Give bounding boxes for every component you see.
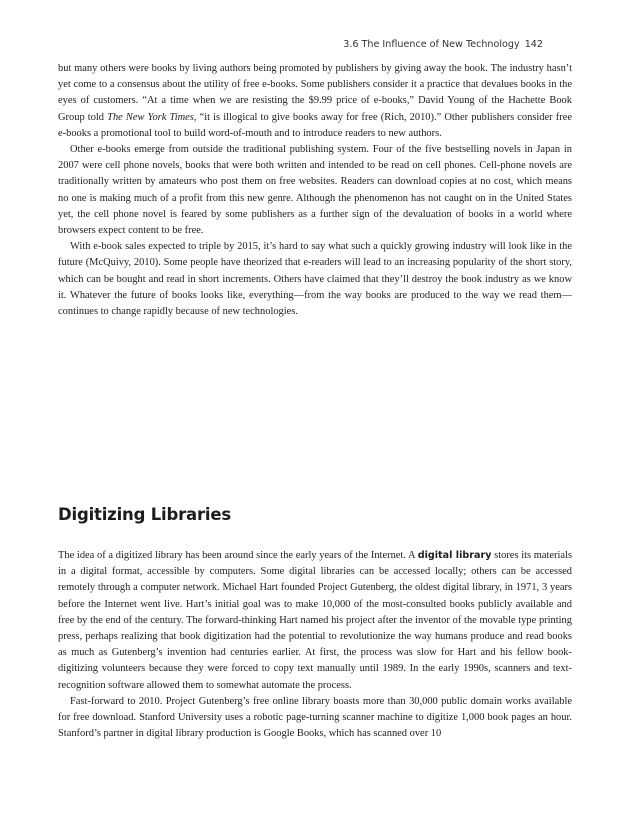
page-number: 142 xyxy=(524,39,543,50)
section-heading: Digitizing Libraries xyxy=(58,505,231,524)
paragraph: With e-book sales expected to triple by 2015, it’s hard to say what such a quickly growing industry will look like in the future (McQuivy, 2010). Some people have theorized that e-readers will lead to an increasing popularity of the short story, which can be bought and read in short increments. Others have claimed that they’ll destroy the book industry as we know it. Whatever the future of books looks like, everything—from the way books are produced to the way we read them—continues to change rapidly because of new technologies. xyxy=(58,241,572,318)
section-title: 3.6 The Influence of New Technology xyxy=(343,39,520,50)
key-term: digital library xyxy=(417,550,492,561)
paragraph: Fast-forward to 2010. Project Gutenberg’s free online library boasts more than 30,000 public domain works available for free download. Stanford University uses a robotic page-turning scanner machine to digitize 1,000 book pages an hour. Stanford’s partner in digital library production is Google Books, which has scanned over 10 xyxy=(58,695,572,740)
newspaper-title: The New York Times xyxy=(107,111,194,123)
paragraph: The idea of a digitized library has been around since the early years of the Internet. A digital library stores its materials in a digital format, accessible by computers. Some digital libraries can be accessed locally; others can be accessed remotely through a computer network. Michael Hart founded Project Gutenberg, the oldest digital library, in 1971, 3 years before the Internet went live. Hart’s initial goal was to make 10,000 of the most-consulted books publicly available and free by the end of the century. The forward-thinking Hart named his project after the inventor of the movable type printing press, perhaps realizing that book digitization had the potential to revolutionize the way humans produce and read books as much as Gutenberg’s invention had centuries earlier. At first, the process was slow for Hart and his fellow book-digitizing volunteers because they were forced to copy text manually until 1989. In the early 1990s, scanners and text-recognition software allowed them to somewhat automate the process. xyxy=(58,550,573,691)
section-text-block xyxy=(58,548,572,742)
top-text-block xyxy=(58,61,572,320)
paragraph: but many others were books by living authors being promoted by publishers by giving away the book. The industry hasn’t yet come to a consensus about the utility of free e-books. Some publishers consider it a practice that devalues books in the eyes of customers. “At a time when we are resisting the $9.99 price of e-books,” David Young of the Hachette Book Group told The New York Times, “it is illogical to give books away for free (Rich, 2010).” Other publishers consider free e-books a promotional tool to build word-of-mouth and to introduce readers to new authors. xyxy=(58,63,572,139)
running-header xyxy=(343,39,543,50)
paragraph: Other e-books emerge from outside the traditional publishing system. Four of the five bestselling novels in Japan in 2007 were cell phone novels, books that were both written and intended to be read on cell phones. Cell-phone novels are traditionally written by amateurs who post them on free websites. Readers can download copies at no cost, which means no one is making much of a profit from this new genre. Although the phenomenon has not caught on in the United States yet, the cell phone novel is feared by some publishers as a further sign of the devaluation of books in a world where browsers expect content to be free. xyxy=(58,144,572,237)
